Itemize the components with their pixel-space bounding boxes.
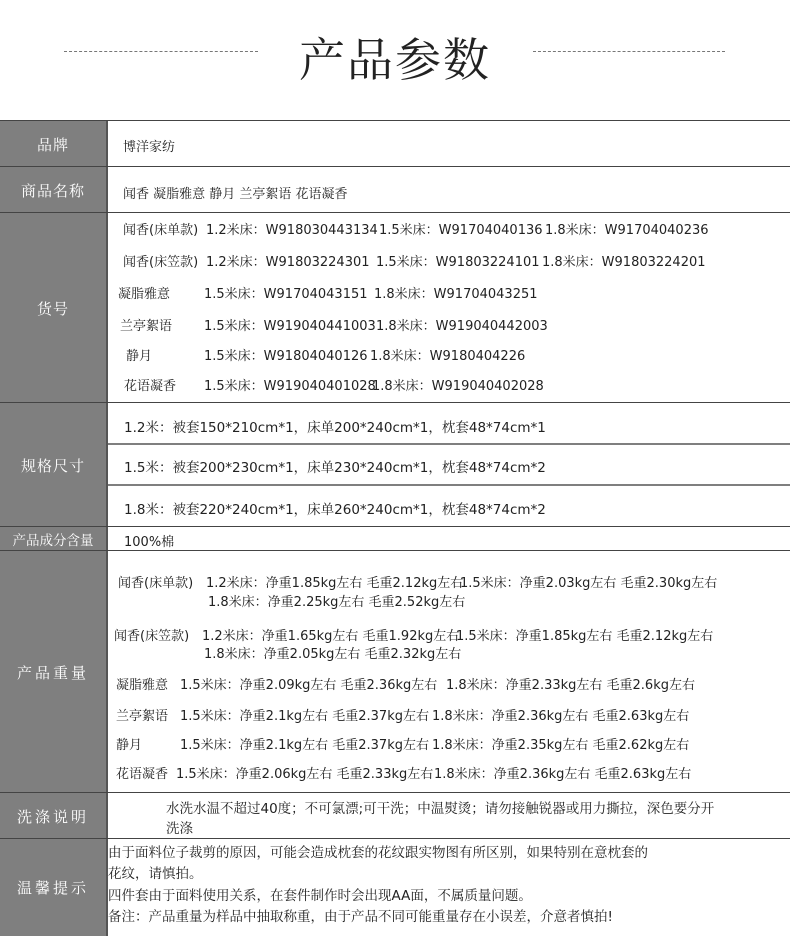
composition-value: 100%棉 [124,535,175,550]
sku-item: 凝脂雅意 [118,287,171,302]
sku-code: 1.5米床：W91704040136 [379,223,543,238]
sku-value-cell [108,213,790,403]
weight-entry: 1.5米床：净重2.06kg左右 毛重2.33kg左右 [176,767,434,782]
sku-row [0,212,790,403]
wash-instructions-cont: 洗涤 [166,821,193,837]
product-name-label: 商品名称 [0,167,108,213]
size-divider [108,443,790,445]
wash-label: 洗涤说明 [0,793,108,839]
weight-entry: 1.8米床：净重2.33kg左右 毛重2.6kg左右 [446,678,695,693]
weight-entry: 1.5米床：净重1.85kg左右 毛重2.12kg左右 [456,629,714,644]
brand-value-cell [108,121,790,167]
sku-code: 1.5米床：W91803224101 [376,255,540,270]
tips-value-cell [108,839,790,936]
weight-value-cell [108,551,790,793]
sku-code: 1.5米床：W919040401028 [204,379,376,394]
weight-entry: 1.8米床：净重2.35kg左右 毛重2.62kg左右 [432,738,690,753]
weight-entry: 1.2米床：净重1.65kg左右 毛重1.92kg左右 [202,629,460,644]
weight-item: 静月 [116,738,143,753]
sku-code: 1.8米床：W9180404226 [370,349,526,364]
header-divider-right [533,51,725,52]
brand-value: 博洋家纺 [123,140,176,155]
sku-code: 1.2米床：W918030443134 [206,223,378,238]
tips-row [0,838,790,936]
composition-value-cell [108,527,790,551]
weight-item: 凝脂雅意 [116,678,169,693]
brand-row [0,120,790,167]
weight-entry: 1.5米床：净重2.03kg左右 毛重2.30kg左右 [460,576,718,591]
weight-item: 兰亭絮语 [116,709,169,724]
sku-code: 1.2米床：W91803224301 [206,255,370,270]
weight-entry: 1.5米床：净重2.09kg左右 毛重2.36kg左右 [180,678,438,693]
size-spec: 1.2米：被套150*210cm*1，床单200*240cm*1，枕套48*74cm*1 [124,420,546,436]
sku-code: 1.5米床：W91704043151 [204,287,368,302]
sku-item: 闻香(床单款) [123,223,199,238]
sku-code: 1.8米床：W919040402028 [372,379,544,394]
sku-label: 货号 [0,213,108,403]
tips-label: 温馨提示 [0,839,108,936]
weight-item: 闻香(床单款) [118,576,194,591]
weight-item: 花语凝香 [116,767,169,782]
sku-item: 兰亭絮语 [120,319,173,334]
brand-label: 品牌 [0,121,108,167]
sku-code: 1.8米床：W91704043251 [374,287,538,302]
sku-item: 闻香(床笠款) [123,255,199,270]
wash-row [0,792,790,839]
tips-line: 由于面料位子裁剪的原因，可能会造成枕套的花纹跟实物图有所区别，如果特别在意枕套的 [108,845,648,861]
size-spec: 1.5米：被套200*230cm*1，床单230*240cm*1，枕套48*74cm*2 [124,460,546,476]
weight-entry: 1.5米床：净重2.1kg左右 毛重2.37kg左右 [180,738,429,753]
tips-line: 备注：产品重量为样品中抽取称重，由于产品不同可能重量存在小误差，介意者慎拍! [108,909,613,925]
size-spec: 1.8米：被套220*240cm*1，床单260*240cm*1，枕套48*74cm*2 [124,502,546,518]
size-value-cell [108,403,790,527]
sku-code: 1.8米床：W91704040236 [545,223,709,238]
product-name-value: 闻香 凝脂雅意 静月 兰亭絮语 花语凝香 [123,187,348,202]
tips-line: 四件套由于面料使用关系，在套件制作时会出现AA面，不属质量问题。 [108,888,532,904]
product-name-value-cell [108,167,790,213]
weight-entry: 1.8米床：净重2.05kg左右 毛重2.32kg左右 [204,647,462,662]
sku-code: 1.5米床：W91804040126 [204,349,368,364]
wash-value-cell [108,793,790,839]
weight-item: 闻香(床笠款) [114,629,190,644]
weight-entry: 1.8米床：净重2.36kg左右 毛重2.63kg左右 [432,709,690,724]
sku-code: 1.8米床：W919040442003 [376,319,548,334]
sku-code: 1.8米床：W91803224201 [542,255,706,270]
page-header [0,0,790,120]
tips-line: 花纹，请慎拍。 [108,866,203,882]
weight-entry: 1.5米床：净重2.1kg左右 毛重2.37kg左右 [180,709,429,724]
composition-label: 产品成分含量 [0,527,108,551]
size-row [0,402,790,527]
product-name-row [0,166,790,213]
weight-entry: 1.2米床：净重1.85kg左右 毛重2.12kg左右 [206,576,464,591]
weight-entry: 1.8米床：净重2.36kg左右 毛重2.63kg左右 [434,767,692,782]
sku-item: 静月 [126,349,153,364]
sku-code: 1.5米床：W919040441003 [204,319,376,334]
size-label: 规格尺寸 [0,403,108,527]
weight-entry: 1.8米床：净重2.25kg左右 毛重2.52kg左右 [208,595,466,610]
wash-instructions: 水洗水温不超过40度；不可氯漂;可干洗；中温熨烫；请勿接触锐器或用力撕拉，深色要分开 [166,801,715,817]
sku-item: 花语凝香 [124,379,177,394]
weight-label: 产品重量 [0,551,108,793]
composition-row [0,526,790,551]
weight-row [0,550,790,793]
page-title: 产品参数 [299,33,491,87]
size-divider [108,484,790,486]
